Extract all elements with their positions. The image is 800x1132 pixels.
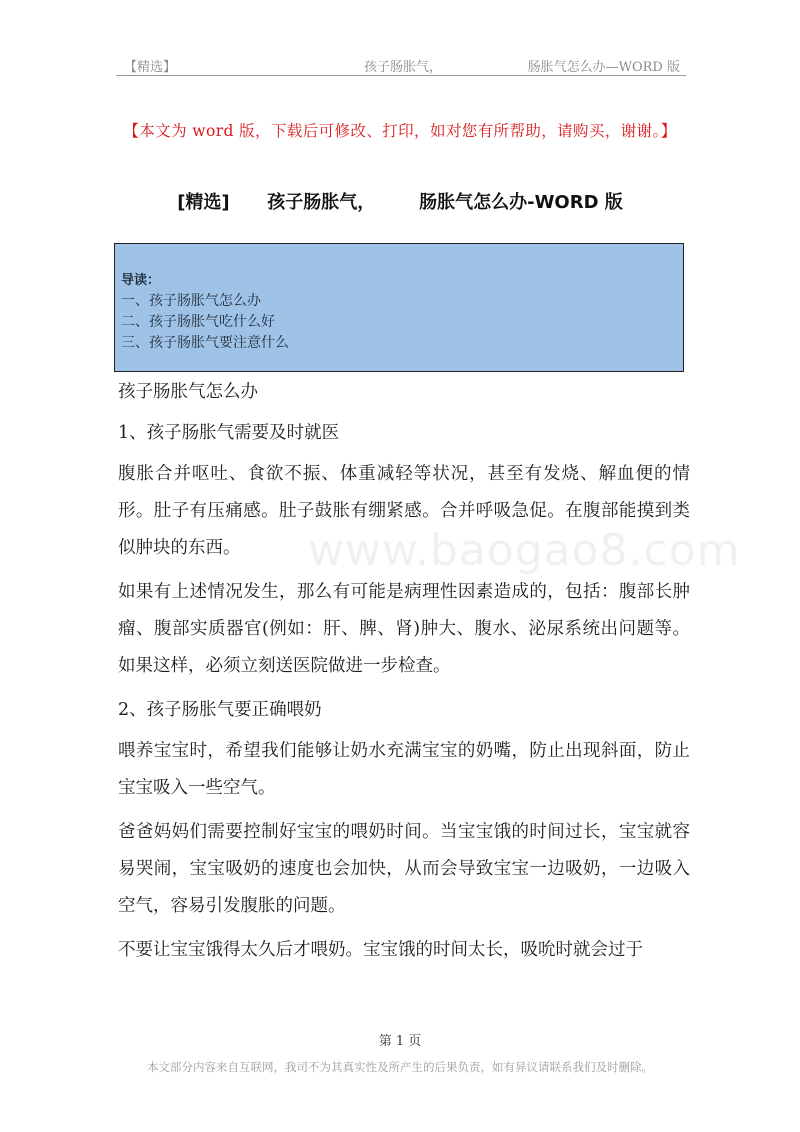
document-body: [118, 374, 690, 976]
document-title: [精选] 孩子肠胀气， 肠胀气怎么办-WORD 版: [177, 192, 623, 213]
header-left: 【精选】: [124, 60, 177, 75]
notice-line: 【本文为 word 版，下载后可修改、打印，如对您有所帮助，请购买，谢谢。】: [123, 122, 677, 140]
guide-item: 三、孩子肠胀气要注意什么: [121, 335, 289, 351]
guide-item: 一、孩子肠胀气怎么办: [121, 293, 261, 309]
subsection-heading: 1、孩子肠胀气需要及时就医: [118, 423, 340, 443]
paragraph: 爸爸妈妈们需要控制好宝宝的喂奶时间。当宝宝饿的时间过长，宝宝就容易哭闹，宝宝吸奶的速度也会加快，从而会导致宝宝一边吸奶，一边吸入空气，容易引发腹胀的问题。: [118, 822, 690, 916]
header-right: 肠胀气怎么办—WORD 版: [527, 60, 680, 75]
header-rule: [116, 75, 686, 76]
paragraph: 腹胀合并呕吐、食欲不振、体重减轻等状况，甚至有发烧、解血便的情形。肚子有压痛感。肚子鼓胀有绷紧感。合并呼吸急促。在腹部能摸到类似肿块的东西。: [118, 464, 690, 558]
paragraph: 如果有上述情况发生，那么有可能是病理性因素造成的，包括：腹部长肿瘤、腹部实质器官(例如：肝、脾、肾)肿大、腹水、泌尿系统出问题等。如果这样，必须立刻送医院做进一步检查。: [118, 582, 690, 676]
footer-disclaimer: 本文部分内容来自互联网，我司不为其真实性及所产生的后果负责，如有异议请联系我们及时删除。: [147, 1060, 653, 1074]
subsection-heading: 2、孩子肠胀气要正确喂奶: [118, 700, 322, 720]
guide-item: 二、孩子肠胀气吃什么好: [121, 314, 275, 330]
paragraph: 喂养宝宝时，希望我们能够让奶水充满宝宝的奶嘴，防止出现斜面，防止宝宝吸入一些空气。: [118, 741, 690, 798]
paragraph: 不要让宝宝饿得太久后才喂奶。宝宝饿的时间太长，吸吮时就会过于: [118, 940, 643, 960]
guide-label: 导读：: [121, 273, 161, 288]
section-heading: 孩子肠胀气怎么办: [118, 382, 258, 402]
page-number: 第 1 页: [378, 1034, 422, 1049]
header-middle: 孩子肠胀气，: [364, 60, 443, 75]
page-header: [116, 56, 686, 76]
guide-box: [114, 243, 684, 372]
watermark: www.baogao8.com: [308, 525, 741, 576]
